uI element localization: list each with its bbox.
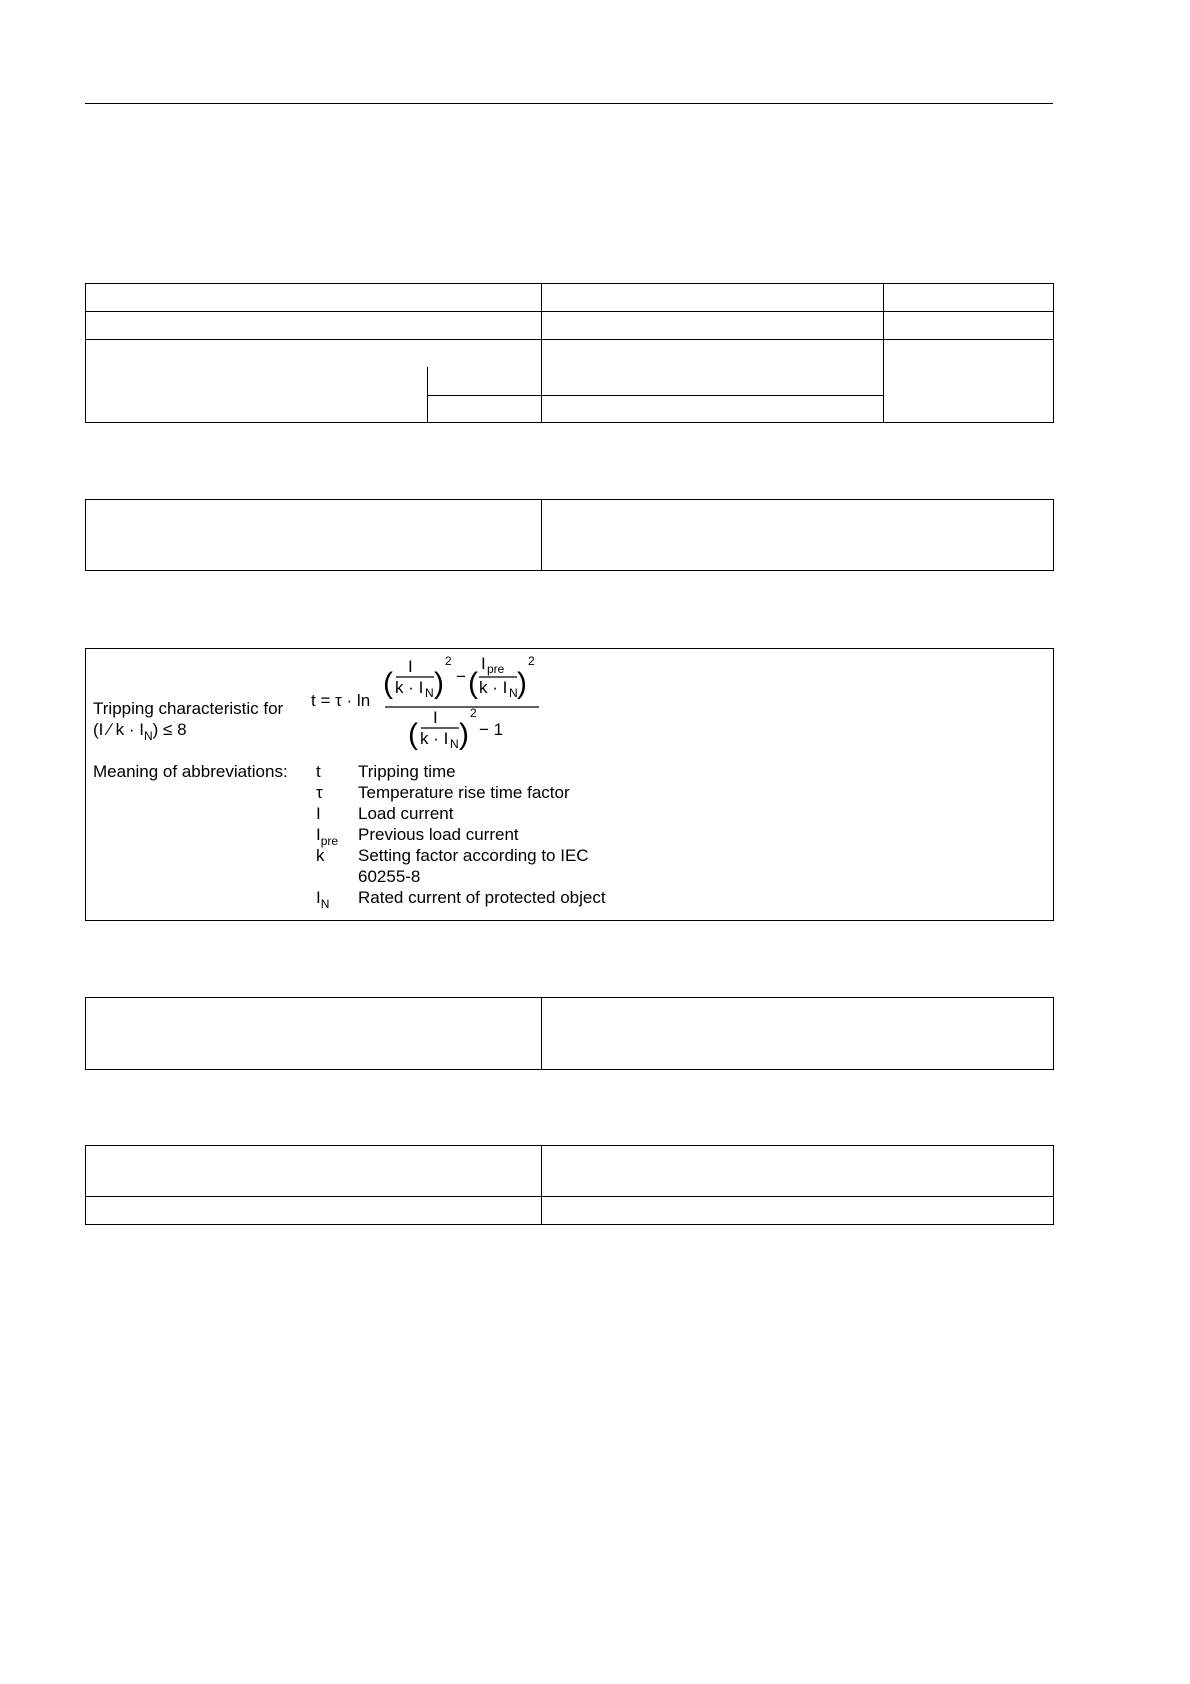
table-4-col-line bbox=[541, 1145, 542, 1225]
table-4-row-line bbox=[85, 1196, 1054, 1197]
abbr-symbol bbox=[316, 803, 321, 824]
num-Ipre: I bbox=[481, 654, 486, 673]
tripping-characteristic-box bbox=[85, 648, 1054, 921]
abbr-symbol bbox=[316, 887, 329, 915]
table-1-col-line bbox=[883, 283, 884, 423]
table-2 bbox=[85, 499, 1054, 571]
table-1-col-line bbox=[541, 283, 542, 423]
table-3-col-line bbox=[541, 997, 542, 1070]
table-1-col-line bbox=[427, 367, 428, 423]
abbr-symbol-text: t bbox=[316, 762, 321, 781]
paren-open: ( bbox=[383, 667, 393, 700]
abbr-symbol-text: I bbox=[316, 825, 321, 844]
tripping-label-line2 bbox=[93, 719, 187, 747]
abbr-symbol bbox=[316, 761, 321, 782]
header-rule bbox=[85, 103, 1053, 104]
paren-close: ) bbox=[434, 667, 444, 700]
den-minus-one: − 1 bbox=[479, 720, 504, 739]
abbr-symbol-text: τ bbox=[316, 783, 323, 802]
tripping-label-line1: Tripping characteristic for bbox=[93, 699, 284, 718]
num-den-sub: N bbox=[425, 686, 434, 700]
den-den-k: k · I bbox=[420, 729, 449, 748]
exp-2b: 2 bbox=[528, 654, 535, 668]
abbreviations-heading: Meaning of abbreviations: bbox=[93, 762, 288, 781]
condition-text-end: ) ≤ 8 bbox=[152, 720, 187, 739]
num2-den-k: k · I bbox=[479, 678, 508, 697]
den-I: I bbox=[433, 708, 438, 727]
abbr-meaning: Load current bbox=[358, 804, 454, 823]
abbr-symbol-text: k bbox=[316, 846, 325, 865]
abbr-meaning: Temperature rise time factor bbox=[358, 783, 570, 802]
table-2-col-line bbox=[541, 499, 542, 571]
tripping-formula bbox=[311, 649, 551, 754]
abbr-meaning: Rated current of protected object bbox=[358, 888, 606, 907]
table-4 bbox=[85, 1145, 1054, 1225]
den-den-sub: N bbox=[450, 737, 459, 751]
abbr-symbol-sub: N bbox=[320, 897, 330, 911]
table-1 bbox=[85, 283, 1054, 423]
condition-sub: N bbox=[144, 729, 153, 743]
abbr-symbol-text: I bbox=[316, 804, 321, 823]
abbr-symbol bbox=[316, 782, 323, 803]
table-1-row-line bbox=[85, 311, 1054, 312]
num-Ipre-sub: pre bbox=[487, 662, 505, 676]
num2-den-sub: N bbox=[509, 686, 518, 700]
den-paren-open: ( bbox=[408, 718, 418, 751]
condition-text: (I ∕ k · I bbox=[93, 720, 144, 739]
minus-sign: − bbox=[456, 667, 466, 686]
den-paren-close: ) bbox=[459, 718, 469, 751]
num-den-k: k · I bbox=[395, 678, 424, 697]
num-I: I bbox=[408, 657, 413, 676]
table-3 bbox=[85, 997, 1054, 1070]
exp-2: 2 bbox=[445, 654, 452, 668]
table-1-row-line bbox=[85, 339, 1054, 340]
table-1-row-line bbox=[427, 395, 883, 396]
abbr-meaning: Previous load current bbox=[358, 825, 519, 844]
paren-close-2: ) bbox=[517, 667, 527, 700]
formula-lhs: t = τ · ln bbox=[311, 691, 371, 710]
abbr-symbol-sub: pre bbox=[320, 834, 339, 848]
abbr-meaning: Setting factor according to IEC 60255-8 bbox=[358, 846, 589, 886]
abbr-symbol-text: I bbox=[316, 888, 321, 907]
den-exp-2: 2 bbox=[470, 706, 477, 720]
paren-open-2: ( bbox=[468, 667, 478, 700]
abbr-meaning: Tripping time bbox=[358, 762, 456, 781]
abbr-symbol bbox=[316, 845, 325, 866]
